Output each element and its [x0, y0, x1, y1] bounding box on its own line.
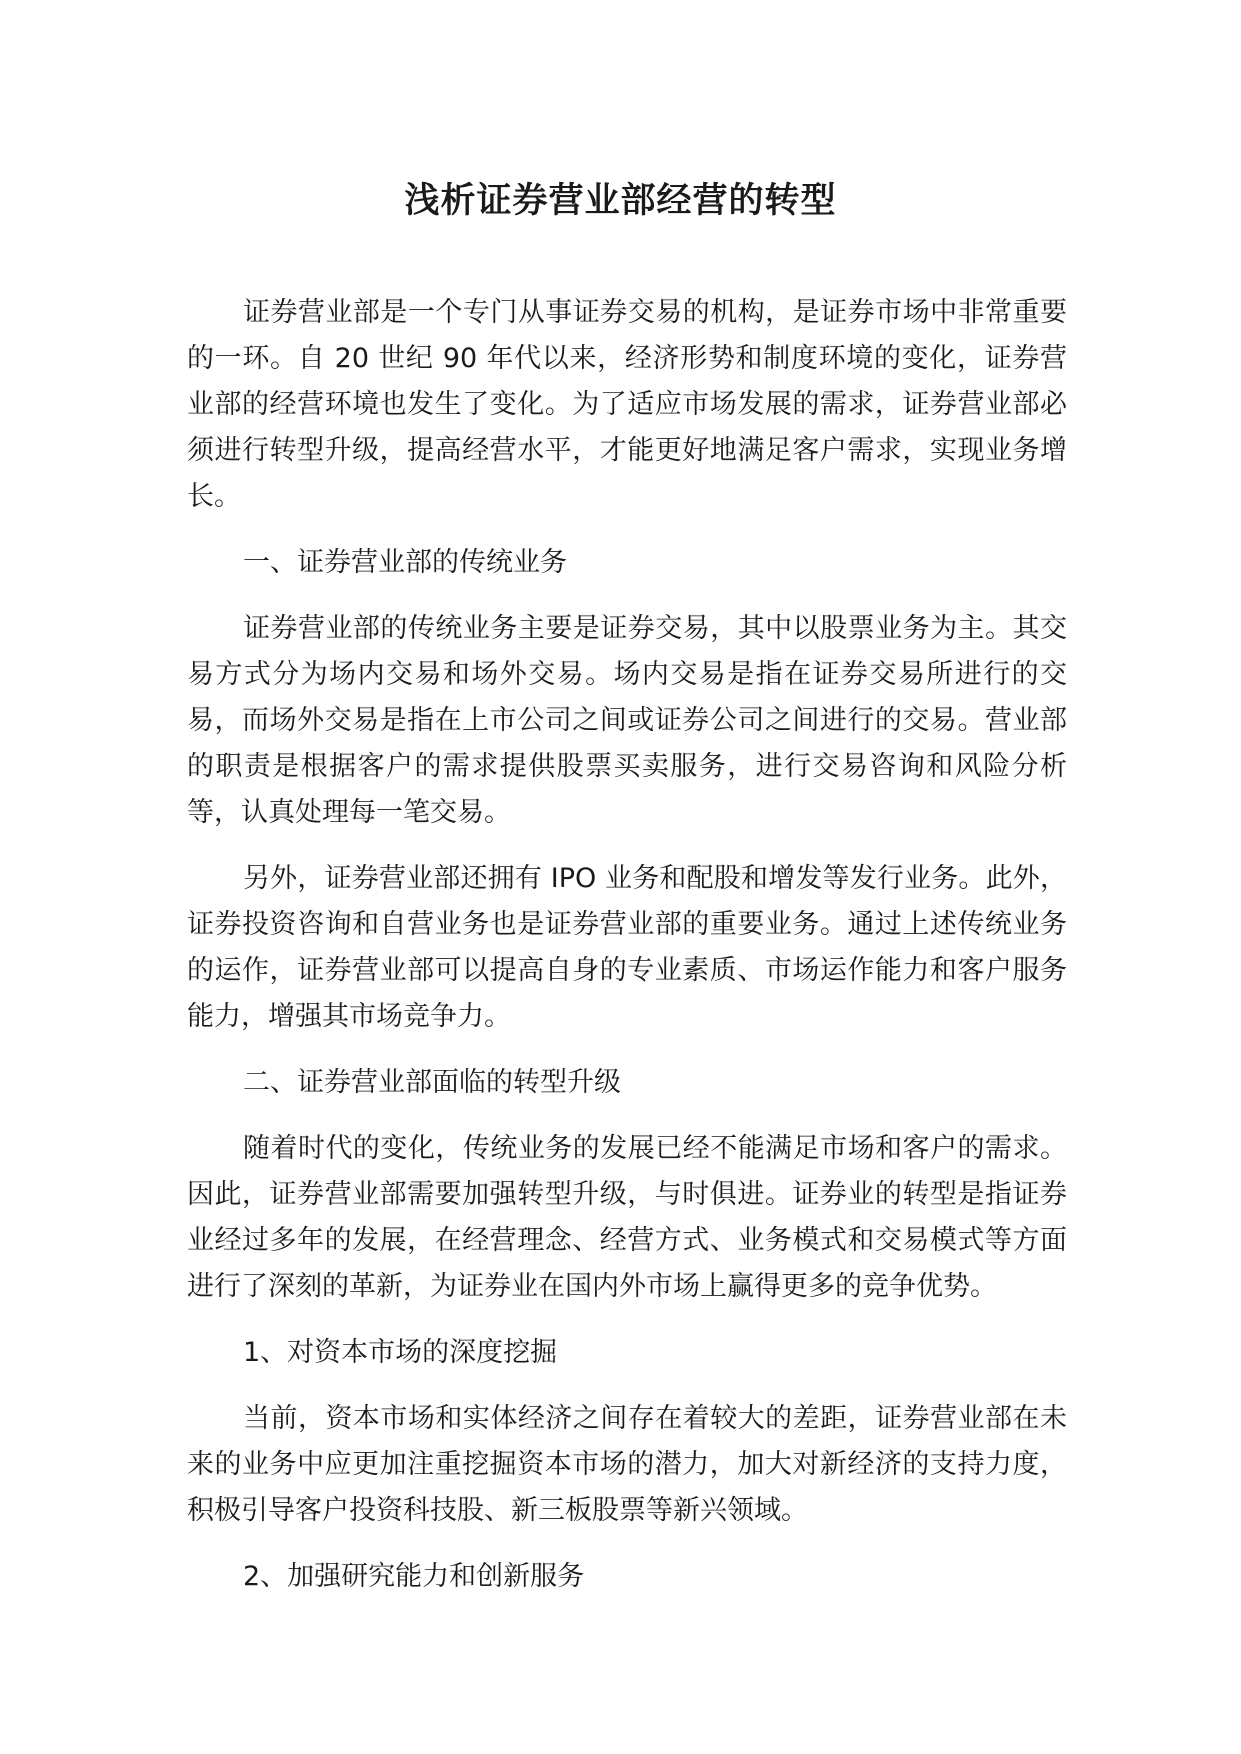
- document-title: 浅析证券营业部经营的转型: [404, 181, 837, 221]
- document-body: [187, 290, 1067, 1600]
- subsection-heading-1: 1、对资本市场的深度挖掘: [243, 1337, 558, 1368]
- section-heading-1: 一、证券营业部的传统业务: [243, 547, 567, 578]
- subsection-heading-2: 2、加强研究能力和创新服务: [243, 1561, 585, 1592]
- paragraph-intro: 证券营业部是一个专门从事证券交易的机构，是证券市场中非常重要的一环。自 20 世纪 90 年代以来，经济形势和制度环境的变化，证券营业部的经营环境也发生了变化。为了适应市场发展的需求，证券营业部必须进行转型升级，提高经营水平，才能更好地满足客户需求，实现业务增长。: [187, 297, 1067, 512]
- paragraph-traditional-business: 证券营业部的传统业务主要是证券交易，其中以股票业务为主。其交易方式分为场内交易和场外交易。场内交易是指在证券交易所进行的交易，而场外交易是指在上市公司之间或证券公司之间进行的交易。营业部的职责是根据客户的需求提供股票买卖服务，进行交易咨询和风险分析等，认真处理每一笔交易。: [187, 613, 1067, 828]
- section-heading-2: 二、证券营业部面临的转型升级: [243, 1067, 621, 1098]
- paragraph-transformation: 随着时代的变化，传统业务的发展已经不能满足市场和客户的需求。因此，证券营业部需要加强转型升级，与时俱进。证券业的转型是指证券业经过多年的发展，在经营理念、经营方式、业务模式和交易模式等方面进行了深刻的革新，为证券业在国内外市场上赢得更多的竞争优势。: [187, 1133, 1067, 1302]
- paragraph-capital-market: 当前，资本市场和实体经济之间存在着较大的差距，证券营业部在未来的业务中应更加注重挖掘资本市场的潜力，加大对新经济的支持力度，积极引导客户投资科技股、新三板股票等新兴领域。: [187, 1403, 1067, 1526]
- paragraph-other-business: 另外，证券营业部还拥有 IPO 业务和配股和增发等发行业务。此外，证券投资咨询和自营业务也是证券营业部的重要业务。通过上述传统业务的运作，证券营业部可以提高自身的专业素质、市场运作能力和客户服务能力，增强其市场竞争力。: [187, 863, 1067, 1032]
